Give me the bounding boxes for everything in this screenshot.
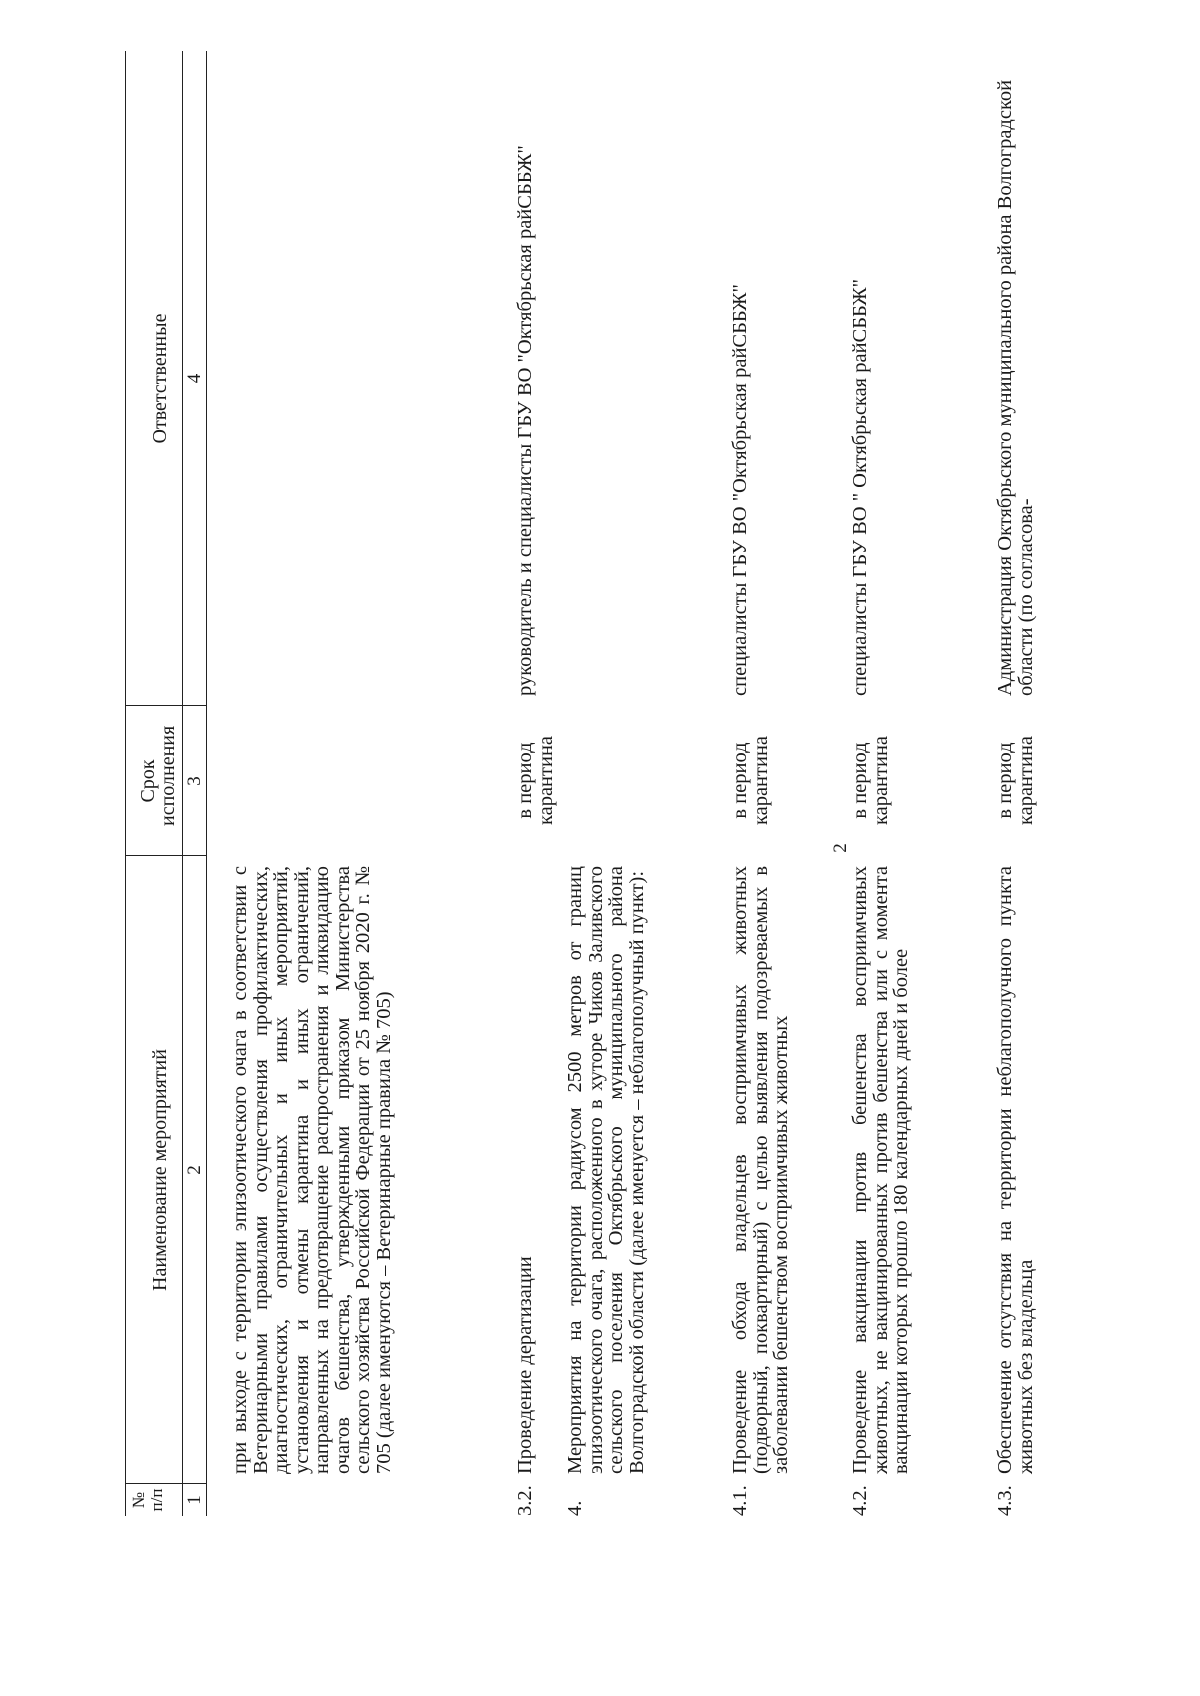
page-number: 2: [830, 843, 851, 853]
header-resp: Ответственные: [149, 313, 171, 444]
row-name: Проведение вакцинации против бешенства восприимчивых животных, не вакцинированных против бешенства или с момента вакцинации которых прошло 180 календарных дней и более: [849, 866, 912, 1474]
row-resp: руководитель и специалисты ГБУ ВО "Октябрьская райСББЖ": [514, 145, 536, 696]
row-num: 4.: [564, 1500, 586, 1516]
row-name: Проведение дератизации: [514, 1256, 536, 1474]
row-num: 4.1.: [729, 1485, 751, 1516]
row-term: в период карантина: [994, 735, 1037, 826]
header-divider: [182, 51, 183, 1516]
column-number-2: 2: [184, 1165, 205, 1175]
row-num: 3.2.: [514, 1485, 536, 1516]
header-term: Срок исполнения: [137, 725, 179, 826]
row-name: Обеспечение отсутствия на территории неблагополучного пункта животных без владельца: [994, 866, 1037, 1474]
row-name: при выходе с территории эпизоотического очага в соответствии с Ветеринарными правилами осуществления профилактических, диагностических, ограничительных и иных мероприятий, установления и отмены карантина и иных ограничений, направленных на предотвращение распространения и ликвидацию очагов бешенства, утвержденными приказом Министерства сельского хозяйства Российской Федерации от 25 ноября 2020 г. № 705 (далее именуются – Ветеринарные правила № 705): [229, 866, 395, 1474]
header-bottom-border: [206, 51, 207, 1516]
table-top-border: [125, 51, 126, 1516]
row-resp: специалисты ГБУ ВО " Октябрьская райСББЖ": [849, 279, 871, 696]
header-name: Наименование мероприятий: [149, 1049, 171, 1291]
row-name: Проведение обхода владельцев восприимчивых животных (подворный, поквартирный) с целью выявления подозреваемых в заболевании бешенством восприимчивых животных: [729, 866, 792, 1474]
column-number-3: 3: [184, 776, 205, 786]
row-term: в период карантина: [514, 735, 557, 826]
header-num: № п/п: [129, 1488, 166, 1512]
row-name: Мероприятия на территории радиусом 2500 метров от границ эпизоотического очага, расположенного в хуторе Чиков Заливского сельского поселения Октябрьского муниципального района Волгоградской области (далее именуется – неблагополучный пункт):: [564, 866, 648, 1474]
row-resp: специалисты ГБУ ВО "Октябрьская райСББЖ": [729, 284, 751, 696]
column-number-1: 1: [184, 1495, 205, 1505]
row-term: в период карантина: [849, 735, 892, 826]
row-term: в период карантина: [729, 735, 772, 826]
row-resp: Администрация Октябрьского муниципального района Волгоградской области (по согласова-: [994, 79, 1037, 696]
row-num: 4.3.: [994, 1485, 1016, 1516]
column-number-4: 4: [184, 373, 205, 384]
row-num: 4.2.: [849, 1485, 871, 1516]
